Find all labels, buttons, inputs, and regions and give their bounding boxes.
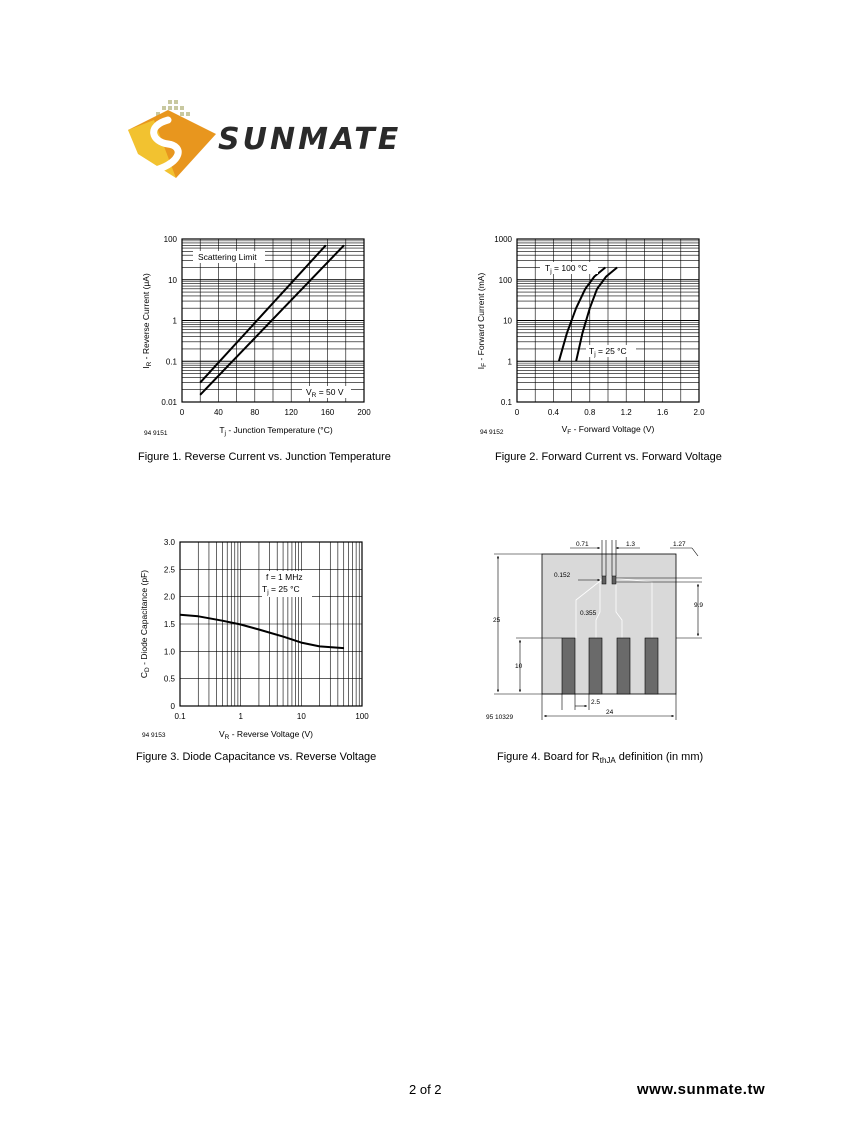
- fig3-series-line: [180, 615, 344, 648]
- fig2-tj25-label: $T_j = 25$ °C: [589, 346, 627, 358]
- component-pad-right: [612, 576, 616, 584]
- fig3-y-tick-label: 1.5: [163, 620, 175, 629]
- fig3-tj-label: $T_j = 25$ °C: [262, 584, 300, 596]
- fig3-x-tick-label: 0.1: [174, 712, 186, 721]
- board-pin-3: [617, 638, 630, 694]
- fig2-x-tick-label: 0: [514, 408, 520, 417]
- fig1-x-axis-label: $T_j$ - Junction Temperature (°C): [219, 425, 333, 437]
- board-pin-1: [562, 638, 575, 694]
- figure-1-caption: Figure 1. Reverse Current vs. Junction Temperature: [138, 451, 391, 463]
- fig3-y-tick-label: 2.5: [163, 565, 175, 575]
- logo: [124, 96, 402, 186]
- fig1-y-tick-label: 100: [163, 235, 177, 244]
- dim-24: 24: [606, 709, 614, 716]
- fig1-x-tick-label: 160: [320, 408, 335, 417]
- figure-2-caption: Figure 2. Forward Current vs. Forward Voltage: [495, 451, 722, 463]
- fig1-x-tick-label: 0: [179, 408, 185, 417]
- figure-1-chart: [130, 230, 400, 442]
- figure-4-board-drawing: [480, 532, 710, 724]
- board-pin-4: [645, 638, 658, 694]
- fig1-y-tick-label: 10: [168, 275, 177, 285]
- fig2-x-tick-label: 0.8: [584, 408, 596, 417]
- fig2-x-tick-label: 0.4: [547, 408, 559, 417]
- fig4-code: 95 10329: [486, 714, 514, 721]
- fig2-x-tick-label: 2.0: [693, 408, 705, 417]
- fig2-x-tick-label: 1.2: [620, 408, 632, 417]
- fig2-y-tick-label: 1: [507, 357, 512, 367]
- fig3-y-tick-labels: [164, 538, 176, 711]
- fig2-y-axis-label: $I_F$ - Forward Current (mA): [476, 272, 488, 370]
- fig1-x-tick-label: 120: [284, 408, 298, 417]
- fig1-scattering-label: Scattering Limit: [198, 252, 257, 262]
- fig3-y-tick-label: 0: [170, 702, 175, 711]
- fig4-caption-sub: thJA: [599, 756, 616, 766]
- dim-1-27: 1.27: [673, 541, 686, 548]
- dim-1-3: 1.3: [626, 541, 636, 548]
- fig1-code: 94 9151: [144, 430, 168, 437]
- component-pad-left: [602, 576, 606, 584]
- fig1-y-tick-label: 0.1: [165, 357, 177, 367]
- dim-9-9: 9.9: [694, 602, 704, 609]
- figure-4-caption: [497, 751, 703, 765]
- fig1-x-tick-labels: [180, 408, 371, 417]
- dim-0-152: 0.152: [554, 572, 571, 579]
- fig3-x-tick-labels: [174, 712, 369, 721]
- fig3-y-axis-label: $C_D$ - Diode Capacitance (pF): [139, 569, 151, 679]
- fig2-y-tick-label: 0.1: [500, 398, 512, 407]
- fig2-tj100-label: $T_j = 100$ °C: [545, 263, 588, 275]
- fig2-code: 94 9152: [480, 429, 504, 436]
- figure-3-caption: Figure 3. Diode Capacitance vs. Reverse Voltage: [136, 751, 377, 763]
- fig1-y-tick-labels: [161, 235, 177, 407]
- fig2-y-tick-label: 1000: [494, 235, 512, 244]
- fig1-y-axis-label: $I_R$ - Reverse Current (μA): [141, 273, 153, 369]
- board-pin-2: [589, 638, 602, 694]
- fig3-x-axis-label: $V_R$ - Reverse Voltage (V): [219, 729, 313, 741]
- fig3-x-tick-label: 10: [296, 712, 306, 721]
- dim-10: 10: [515, 663, 523, 670]
- fig2-y-tick-label: 10: [503, 316, 512, 326]
- fig1-x-tick-label: 40: [213, 408, 223, 417]
- fig3-grid: [180, 542, 362, 706]
- fig2-y-tick-labels: [494, 235, 512, 407]
- fig3-code: 94 9153: [142, 732, 166, 739]
- fig2-x-axis-label: $V_F$ - Forward Voltage (V): [561, 424, 655, 436]
- fig3-series: [180, 615, 344, 648]
- fig2-x-tick-labels: [515, 408, 705, 417]
- fig4-caption-pre: Figure 4. Board for R: [497, 751, 600, 763]
- fig4-caption-post: definition (in mm): [615, 751, 704, 763]
- logo-wordmark: SUNMATE: [218, 122, 402, 157]
- figure-2-chart: [470, 230, 710, 442]
- fig3-y-tick-label: 3.0: [163, 538, 175, 547]
- fig1-y-tick-label: 0.01: [161, 398, 177, 407]
- fig3-y-tick-label: 2.0: [163, 592, 175, 602]
- fig3-y-tick-label: 0.5: [163, 674, 175, 684]
- fig2-y-tick-label: 100: [498, 275, 512, 285]
- dim-2-5: 2.5: [591, 699, 601, 706]
- fig3-x-tick-label: 100: [355, 712, 369, 721]
- fig3-freq-label: f = 1 MHz: [266, 572, 303, 582]
- fig1-x-tick-label: 200: [357, 408, 371, 417]
- fig2-x-tick-label: 1.6: [657, 408, 669, 417]
- figure-3-chart: [130, 530, 400, 745]
- fig1-vr-label: $V_R = 50$ V: [306, 387, 344, 399]
- fig1-series-line: [200, 245, 326, 382]
- dim-0-71: 0.71: [576, 541, 589, 548]
- fig3-y-tick-label: 1.0: [163, 647, 175, 657]
- footer-url[interactable]: www.sunmate.tw: [637, 1081, 766, 1098]
- fig3-x-tick-label: 1: [238, 712, 243, 721]
- page-number: 2 of 2: [409, 1082, 442, 1097]
- dim-25: 25: [493, 617, 501, 624]
- fig1-y-tick-label: 1: [172, 316, 177, 326]
- fig1-x-tick-label: 80: [250, 408, 260, 417]
- dim-0-355: 0.355: [580, 610, 597, 617]
